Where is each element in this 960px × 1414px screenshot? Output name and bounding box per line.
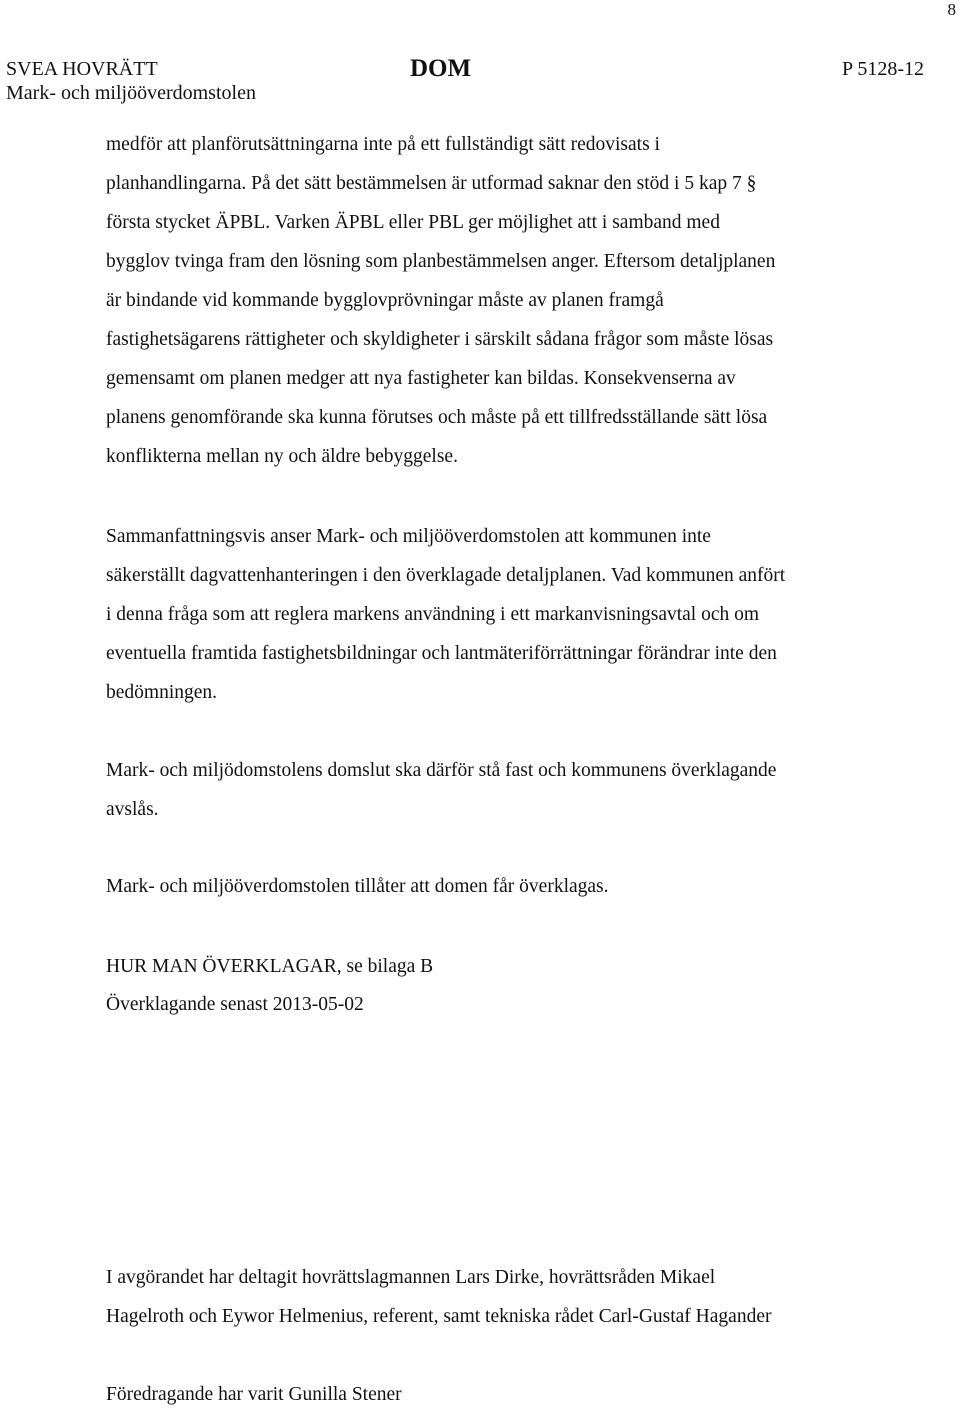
text-line: Föredragande har varit Gunilla Stener <box>106 1384 402 1405</box>
text-line: Mark- och miljööverdomstolen tillåter att domen får överklagas. <box>106 876 609 897</box>
text-line: medför att planförutsättningarna inte på ett fullständigt sätt redovisats i <box>106 134 660 155</box>
text-line: avslås. <box>106 799 159 820</box>
paragraph-rapporteur <box>106 1375 906 1414</box>
appeal-deadline <box>106 985 906 1024</box>
paragraph-participants <box>106 1258 906 1336</box>
text-line: Sammanfattningsvis anser Mark- och miljööverdomstolen att kommunen inte <box>106 526 711 547</box>
paragraph-appeal-permission <box>106 867 906 906</box>
text-line: första stycket ÄPBL. Varken ÄPBL eller PBL ger möjlighet att i samband med <box>106 212 720 233</box>
text-line: i denna fråga som att reglera markens användning i ett markanvisningsavtal och om <box>106 604 760 625</box>
text-line: är bindande vid kommande bygglovprövningar måste av planen framgå <box>106 290 664 311</box>
text-line: bygglov tvinga fram den lösning som planbestämmelsen anger. Eftersom detaljplanen <box>106 251 776 272</box>
case-number: P 5128-12 <box>841 58 924 80</box>
appeal-instructions-reference <box>106 947 906 986</box>
document-type: DOM <box>410 55 472 82</box>
text-line: planhandlingarna. På det sätt bestämmelsen är utformad saknar den stöd i 5 kap 7 § <box>106 173 757 194</box>
text-line: Mark- och miljödomstolens domslut ska därför stå fast och kommunens överklagande <box>106 760 777 781</box>
text-line: Överklagande senast 2013-05-02 <box>106 994 364 1015</box>
paragraph-ruling <box>106 751 906 829</box>
paragraph-summary <box>106 517 906 712</box>
text-line: eventuella framtida fastighetsbildningar och lantmäteriförrättningar förändrar inte den <box>106 643 777 664</box>
text-line: Hagelroth och Eywor Helmenius, referent, samt tekniska rådet Carl-Gustaf Hagander <box>106 1306 772 1327</box>
paragraph-reasoning <box>106 125 906 476</box>
court-name: SVEA HOVRÄTT <box>6 58 158 80</box>
page-number: 8 <box>947 0 956 19</box>
text-line: fastighetsägarens rättigheter och skyldigheter i särskilt sådana frågor som måste lösas <box>106 329 774 350</box>
text-line: planens genomförande ska kunna förutses och måste på ett tillfredsställande sätt lösa <box>106 407 768 428</box>
text-line: konflikterna mellan ny och äldre bebyggelse. <box>106 446 458 467</box>
text-line: gemensamt om planen medger att nya fastigheter kan bildas. Konsekvenserna av <box>106 368 736 389</box>
text-line: HUR MAN ÖVERKLAGAR, se bilaga B <box>106 956 434 977</box>
text-line: säkerställt dagvattenhanteringen i den överklagade detaljplanen. Vad kommunen anfört <box>106 565 786 586</box>
text-line: bedömningen. <box>106 682 218 703</box>
text-line: I avgörandet har deltagit hovrättslagmannen Lars Dirke, hovrättsråden Mikael <box>106 1267 716 1288</box>
court-department: Mark- och miljööverdomstolen <box>6 82 256 104</box>
